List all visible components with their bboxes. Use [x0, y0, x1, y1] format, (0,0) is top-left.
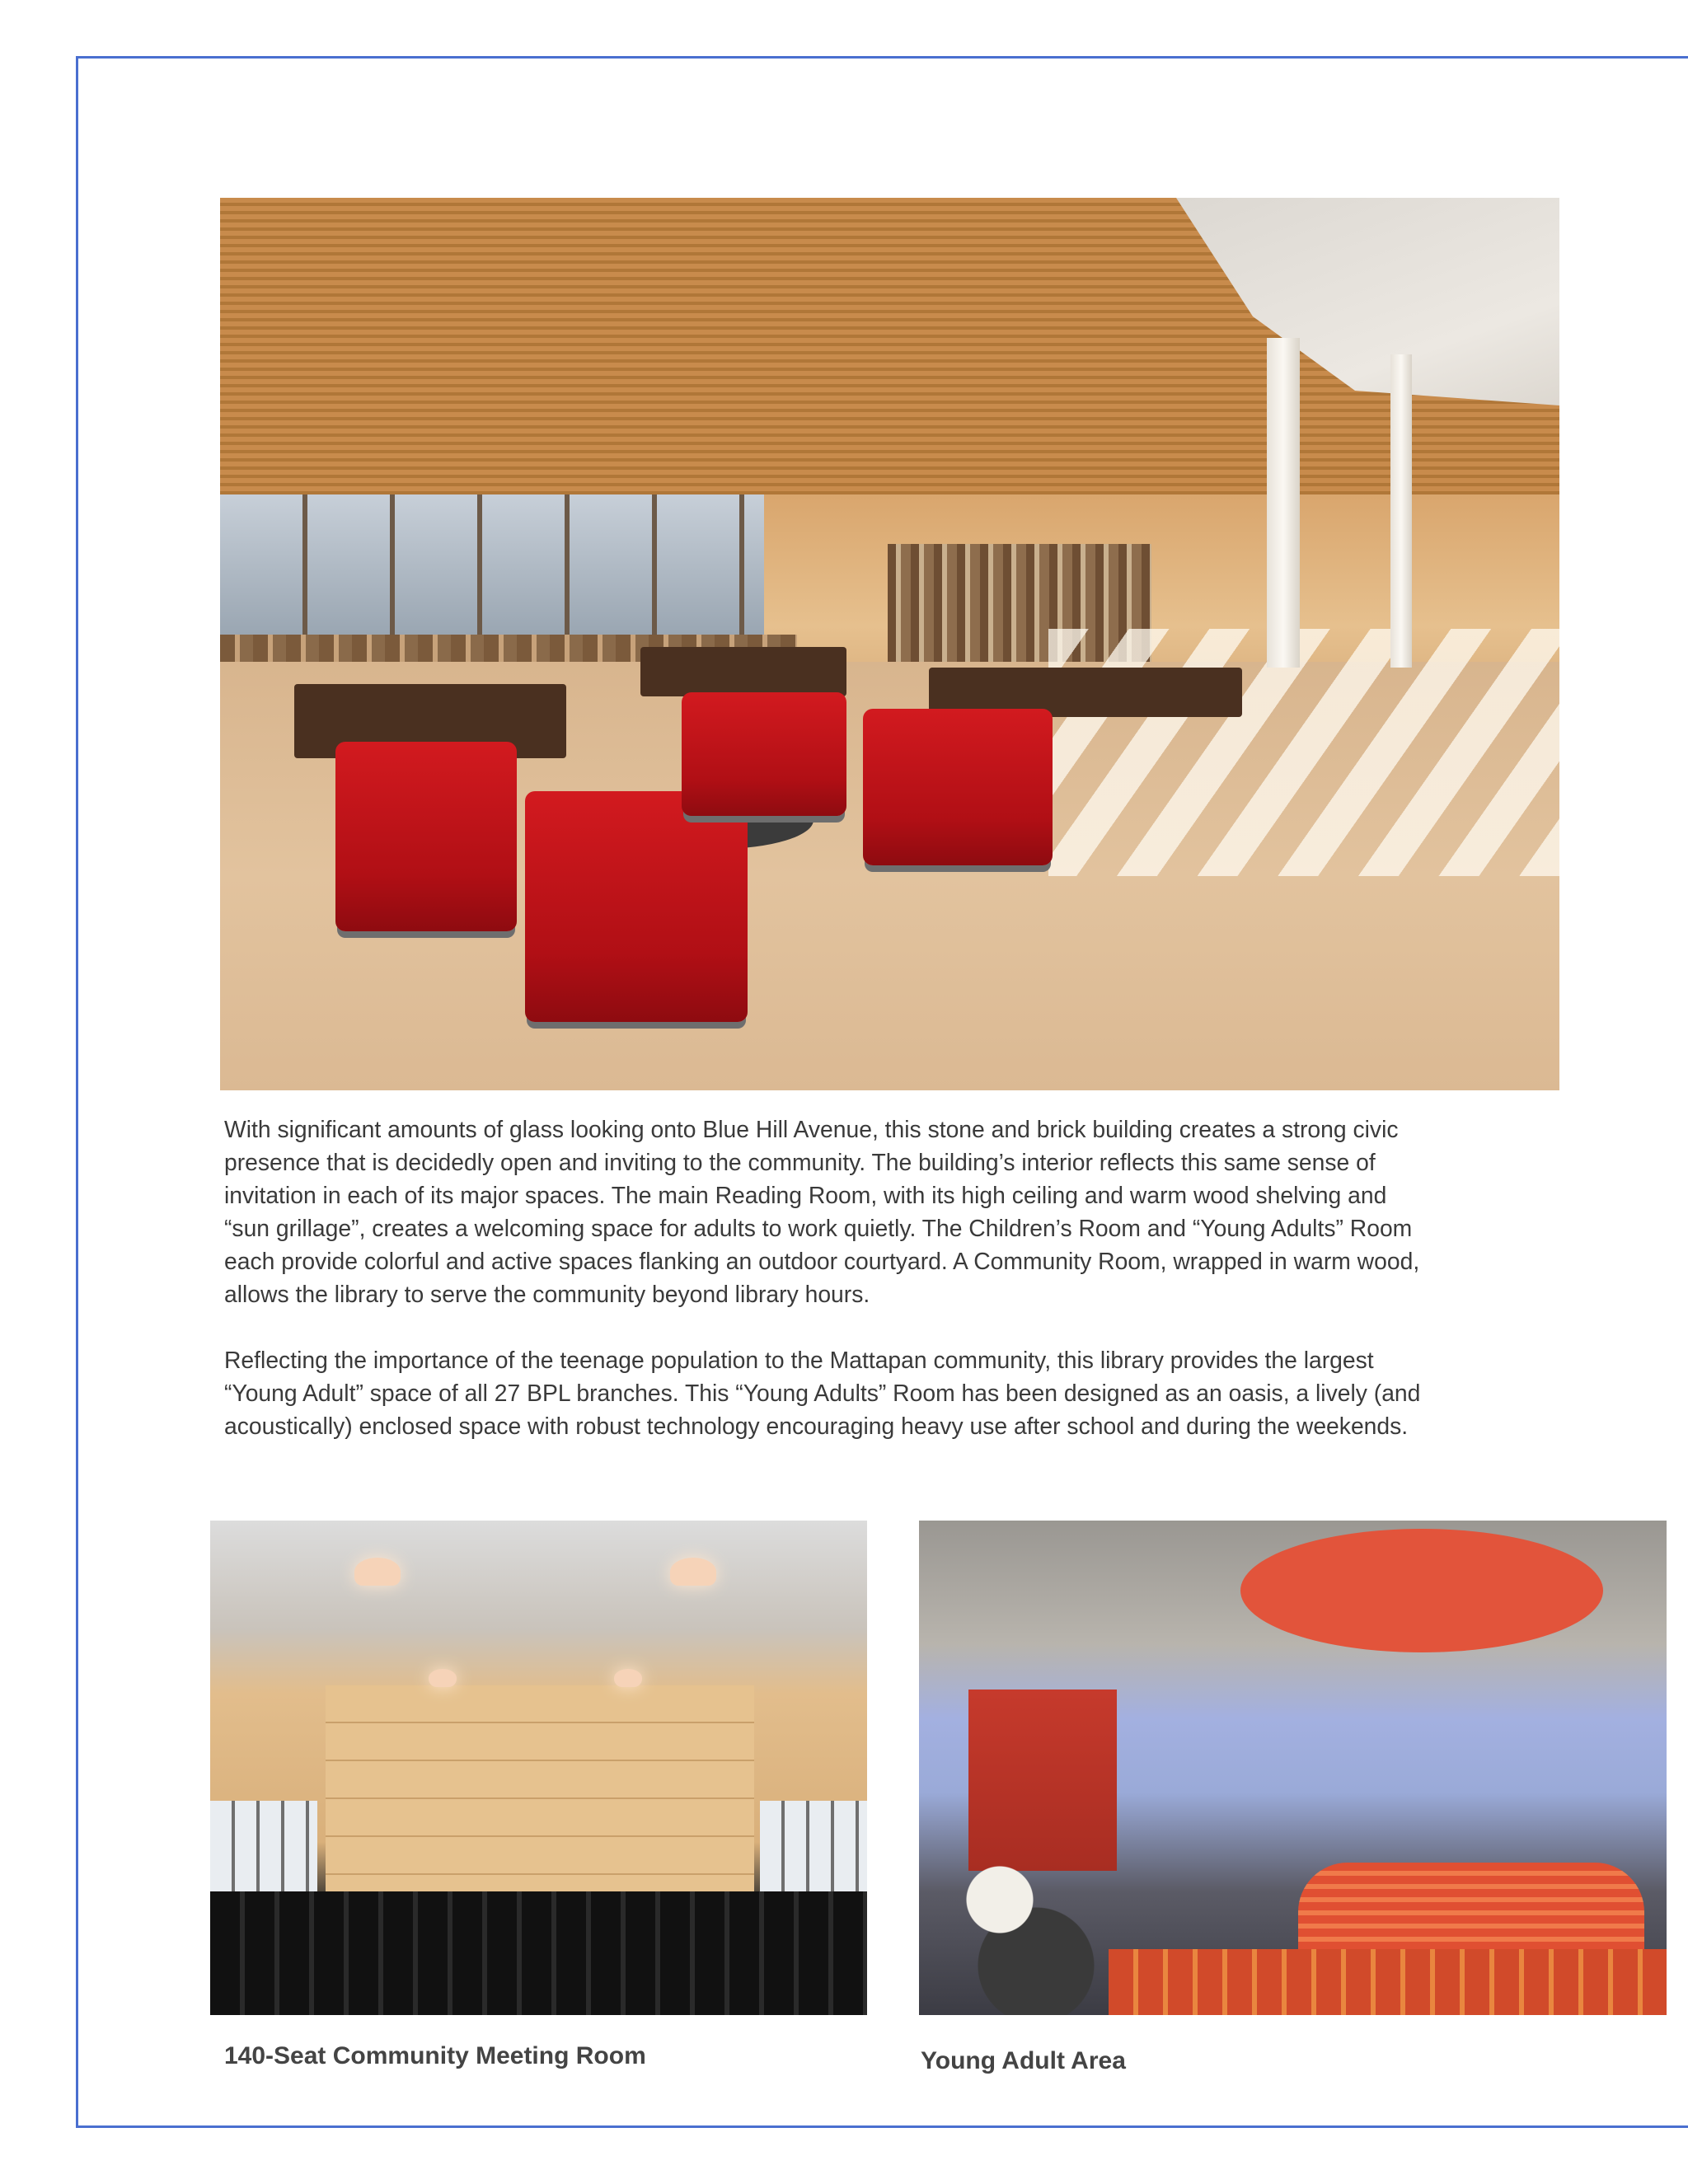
glass-windows — [220, 494, 764, 635]
text-line: Reflecting the importance of the teenage population to the Mattapan community, this library provides the largest — [224, 1347, 1374, 1373]
pillar — [1390, 354, 1412, 668]
striped-sofa — [1298, 1863, 1644, 1961]
text-line: allows the library to serve the community beyond library hours. — [224, 1281, 870, 1307]
black-seating-rows — [210, 1891, 867, 2015]
caption-meeting-room: 140-Seat Community Meeting Room — [224, 2042, 646, 2069]
window — [760, 1801, 867, 1900]
text-line: “sun grillage”, creates a welcoming space for adults to work quietly. The Children’s Room and “Young Adults” Room — [224, 1215, 1413, 1241]
text-line: each provide colorful and active spaces flanking an outdoor courtyard. A Community Room, wrapped in warm wood, — [224, 1248, 1420, 1274]
meeting-room-photo — [210, 1521, 867, 2015]
text-line: acoustically) enclosed space with robust technology encouraging heavy use after school and during the weekends. — [224, 1413, 1409, 1439]
text-line: invitation in each of its major spaces. The main Reading Room, with its high ceiling and warm wood shelving and — [224, 1182, 1387, 1208]
text-line: “Young Adult” space of all 27 BPL branches. This “Young Adults” Room has been designed as an oasis, a lively (and — [224, 1380, 1421, 1406]
pendant-lamp — [614, 1669, 642, 1687]
pendant-lamp — [429, 1669, 457, 1687]
pillar — [1267, 338, 1300, 668]
red-armchair — [863, 709, 1053, 865]
red-armchair — [525, 791, 748, 1022]
red-ceiling-oval — [1240, 1529, 1603, 1652]
red-wall-panel — [968, 1690, 1117, 1871]
reading-room-photo — [220, 198, 1559, 1090]
reading-table — [640, 647, 846, 696]
caption-young-adult-area: Young Adult Area — [921, 2047, 1126, 2074]
paragraph-building-description — [224, 1113, 1559, 1310]
text-line: presence that is decidedly open and inviting to the community. The building’s interior reflects this same sense of — [224, 1149, 1376, 1175]
plaid-rug — [1109, 1949, 1667, 2015]
red-armchair — [335, 742, 517, 931]
young-adult-area-photo — [919, 1521, 1667, 2015]
students — [927, 1850, 1109, 2015]
pendant-lamp — [354, 1558, 401, 1586]
window — [210, 1801, 317, 1900]
sunlight-pattern — [1048, 629, 1559, 876]
pendant-lamp — [670, 1558, 716, 1586]
text-line: With significant amounts of glass looking onto Blue Hill Avenue, this stone and brick building creates a strong civic — [224, 1116, 1399, 1142]
wood-panel-wall — [326, 1685, 754, 1908]
red-armchair — [682, 692, 846, 816]
paragraph-young-adult — [224, 1343, 1559, 1442]
